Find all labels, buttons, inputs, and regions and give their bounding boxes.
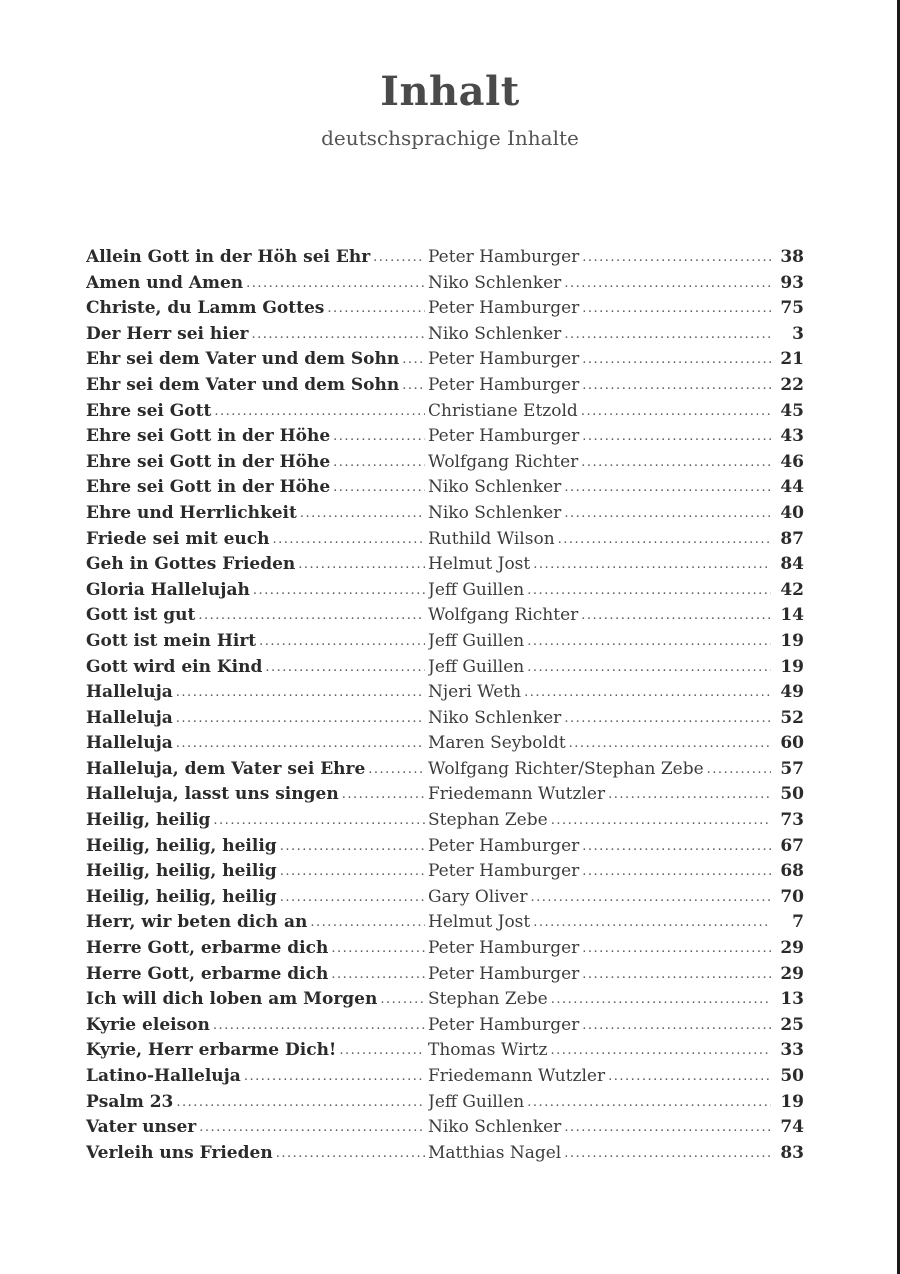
dot-leader <box>199 1115 425 1141</box>
entry-title: Ehre und Herrlichkeit <box>86 502 297 523</box>
toc-entry[interactable] <box>86 808 804 834</box>
toc-entry[interactable] <box>86 910 804 936</box>
toc-entry[interactable] <box>86 706 804 732</box>
dot-leader <box>581 450 771 476</box>
dot-leader <box>198 603 425 629</box>
toc-entry[interactable] <box>86 1038 804 1064</box>
entry-page-number: 83 <box>780 1142 804 1163</box>
entry-author: Stephan Zebe <box>428 989 548 1010</box>
entry-author: Niko Schlenker <box>428 502 562 523</box>
dot-leader <box>582 245 771 271</box>
dot-leader <box>265 655 425 681</box>
entry-author: Peter Hamburger <box>428 374 580 395</box>
entry-author: Helmut Jost <box>428 912 531 933</box>
entry-author: Wolfgang Richter/Stephan Zebe <box>428 758 704 779</box>
dot-leader <box>582 424 771 450</box>
toc-entry[interactable] <box>86 1141 804 1167</box>
entry-page-number: 29 <box>780 963 804 984</box>
dot-leader <box>582 296 771 322</box>
entry-page-number: 67 <box>780 835 804 856</box>
dot-leader <box>527 1090 771 1116</box>
dot-leader <box>582 834 771 860</box>
dot-leader <box>342 782 425 808</box>
dot-leader <box>176 706 425 732</box>
dot-leader <box>310 910 425 936</box>
entry-page-number: 13 <box>780 989 804 1010</box>
dot-leader <box>551 987 771 1013</box>
entry-title: Psalm 23 <box>86 1091 174 1112</box>
toc-entry[interactable] <box>86 245 804 271</box>
dot-leader <box>333 424 425 450</box>
dot-leader <box>581 399 771 425</box>
entry-page-number: 68 <box>780 861 804 882</box>
entry-author: Niko Schlenker <box>428 1117 562 1138</box>
dot-leader <box>582 859 771 885</box>
entry-author: Peter Hamburger <box>428 1014 580 1035</box>
entry-page-number: 46 <box>780 451 804 472</box>
dot-leader <box>527 655 771 681</box>
dot-leader <box>608 782 771 808</box>
dot-leader <box>214 399 425 425</box>
entry-title: Herr, wir beten dich an <box>86 912 308 933</box>
dot-leader <box>176 680 425 706</box>
dot-leader <box>276 1141 425 1167</box>
entry-author: Njeri Weth <box>428 682 522 703</box>
toc-entry[interactable] <box>86 782 804 808</box>
dot-leader <box>176 1090 425 1116</box>
entry-title: Halleluja, dem Vater sei Ehre <box>86 758 366 779</box>
entry-page-number: 22 <box>780 374 804 395</box>
entry-title: Ehre sei Gott in der Höhe <box>86 477 331 498</box>
entry-author: Peter Hamburger <box>428 298 580 319</box>
entry-title: Halleluja <box>86 682 173 703</box>
entry-title: Halleluja <box>86 707 173 728</box>
entry-page-number: 75 <box>780 298 804 319</box>
dot-leader <box>558 527 771 553</box>
entry-page-number: 93 <box>780 272 804 293</box>
dot-leader <box>533 910 771 936</box>
entry-page-number: 42 <box>780 579 804 600</box>
entry-title: Latino-Halleluja <box>86 1066 241 1086</box>
entry-author: Stephan Zebe <box>428 810 548 831</box>
dot-leader <box>564 1115 771 1141</box>
dot-leader <box>582 1013 771 1039</box>
entry-author: Peter Hamburger <box>428 861 580 882</box>
dot-leader <box>550 1038 771 1064</box>
entry-page-number: 50 <box>780 784 804 805</box>
dot-leader <box>608 1064 771 1090</box>
entry-title: Ehr sei dem Vater und dem Sohn <box>86 349 400 370</box>
entry-title: Herre Gott, erbarme dich <box>86 938 329 959</box>
page-subtitle: deutschsprachige Inhalte <box>321 126 579 150</box>
entry-title: Christe, du Lamm Gottes <box>86 298 325 319</box>
entry-title: Vater unser <box>86 1117 197 1138</box>
dot-leader <box>246 271 425 297</box>
entry-page-number: 73 <box>780 810 804 831</box>
dot-leader <box>564 706 771 732</box>
toc-entry[interactable] <box>86 936 804 962</box>
entry-page-number: 70 <box>780 886 804 907</box>
entry-page-number: 44 <box>780 477 804 498</box>
entry-title: Friede sei mit euch <box>86 528 270 549</box>
dot-leader <box>373 245 425 271</box>
entry-page-number: 29 <box>780 938 804 959</box>
entry-title: Ehre sei Gott <box>86 400 212 421</box>
entry-author: Jeff Guillen <box>428 656 525 677</box>
entry-author: Jeff Guillen <box>428 630 525 651</box>
entry-title: Gott ist mein Hirt <box>86 630 257 651</box>
entry-title: Gott wird ein Kind <box>86 656 263 677</box>
toc-entry[interactable] <box>86 859 804 885</box>
entry-page-number: 7 <box>792 912 804 933</box>
dot-leader <box>252 322 426 348</box>
entry-page-number: 60 <box>780 733 804 754</box>
entry-page-number: 74 <box>780 1117 804 1138</box>
entry-author: Wolfgang Richter <box>428 605 579 626</box>
dot-leader <box>530 885 771 911</box>
toc-entry[interactable] <box>86 399 804 425</box>
dot-leader <box>213 808 425 834</box>
dot-leader <box>380 987 425 1013</box>
dot-leader <box>333 475 425 501</box>
dot-leader <box>564 475 771 501</box>
entry-title: Amen und Amen <box>86 272 244 293</box>
dot-leader <box>402 347 425 373</box>
entry-title: Kyrie eleison <box>86 1014 210 1035</box>
dot-leader <box>564 322 771 348</box>
toc-entry[interactable] <box>86 475 804 501</box>
dot-leader <box>280 885 425 911</box>
entry-page-number: 25 <box>780 1014 804 1035</box>
entry-author: Niko Schlenker <box>428 477 562 498</box>
dot-leader <box>273 527 426 553</box>
entry-author: Peter Hamburger <box>428 349 580 370</box>
entry-title: Halleluja, lasst uns singen <box>86 784 339 805</box>
toc-entry[interactable] <box>86 552 804 578</box>
dot-leader <box>582 347 771 373</box>
entry-title: Geh in Gottes Frieden <box>86 554 296 575</box>
entry-page-number: 45 <box>780 400 804 421</box>
dot-leader <box>581 603 771 629</box>
dot-leader <box>582 373 771 399</box>
entry-author: Jeff Guillen <box>428 1091 525 1112</box>
entry-page-number: 14 <box>780 605 804 626</box>
entry-author: Peter Hamburger <box>428 835 580 856</box>
entry-page-number: 50 <box>780 1066 804 1086</box>
toc-entry[interactable] <box>86 629 804 655</box>
entry-author: Peter Hamburger <box>428 247 580 267</box>
toc-entry[interactable] <box>86 1064 804 1090</box>
dot-leader <box>564 271 771 297</box>
toc-entry[interactable] <box>86 322 804 348</box>
entry-title: Heilig, heilig <box>86 810 211 831</box>
entry-title: Verleih uns Frieden <box>86 1142 273 1163</box>
entry-author: Peter Hamburger <box>428 938 580 959</box>
dot-leader <box>331 962 425 988</box>
toc-entry[interactable] <box>86 1013 804 1039</box>
entry-page-number: 19 <box>780 1091 804 1112</box>
entry-page-number: 49 <box>780 682 804 703</box>
dot-leader <box>368 757 425 783</box>
entry-page-number: 38 <box>780 247 804 267</box>
dot-leader <box>213 1013 425 1039</box>
toc-entry[interactable] <box>86 655 804 681</box>
entry-title: Ich will dich loben am Morgen <box>86 989 378 1010</box>
entry-author: Thomas Wirtz <box>428 1040 548 1061</box>
entry-page-number: 87 <box>780 528 804 549</box>
entry-title: Heilig, heilig, heilig <box>86 861 277 882</box>
entry-title: Ehr sei dem Vater und dem Sohn <box>86 374 400 395</box>
dot-leader <box>331 936 425 962</box>
entry-author: Matthias Nagel <box>428 1142 562 1163</box>
entry-title: Ehre sei Gott in der Höhe <box>86 426 331 447</box>
entry-author: Niko Schlenker <box>428 323 562 344</box>
dot-leader <box>327 296 425 322</box>
dot-leader <box>527 578 771 604</box>
dot-leader <box>253 578 425 604</box>
entry-author: Jeff Guillen <box>428 579 525 600</box>
dot-leader <box>259 629 425 655</box>
entry-title: Allein Gott in der Höh sei Ehr <box>86 247 371 267</box>
toc-entry[interactable] <box>86 373 804 399</box>
entry-author: Niko Schlenker <box>428 272 562 293</box>
toc-entry[interactable] <box>86 1090 804 1116</box>
entry-author: Friedemann Wutzler <box>428 784 606 805</box>
entry-page-number: 43 <box>780 426 804 447</box>
toc-entry[interactable] <box>86 347 804 373</box>
table-of-contents <box>86 245 804 1166</box>
dot-leader <box>527 629 771 655</box>
dot-leader <box>707 757 771 783</box>
toc-entry[interactable] <box>86 885 804 911</box>
entry-page-number: 57 <box>780 758 804 779</box>
entry-page-number: 52 <box>780 707 804 728</box>
toc-entry[interactable] <box>86 987 804 1013</box>
dot-leader <box>176 731 425 757</box>
dot-leader <box>564 1141 771 1167</box>
entry-title: Kyrie, Herr erbarme Dich! <box>86 1040 337 1061</box>
toc-entry[interactable] <box>86 731 804 757</box>
entry-page-number: 84 <box>780 554 804 575</box>
entry-author: Peter Hamburger <box>428 426 580 447</box>
dot-leader <box>339 1038 425 1064</box>
entry-page-number: 21 <box>780 349 804 370</box>
entry-author: Niko Schlenker <box>428 707 562 728</box>
entry-title: Der Herr sei hier <box>86 323 249 344</box>
entry-page-number: 40 <box>780 502 804 523</box>
entry-title: Herre Gott, erbarme dich <box>86 963 329 984</box>
toc-entry[interactable] <box>86 757 804 783</box>
dot-leader <box>280 859 425 885</box>
entry-title: Gloria Hallelujah <box>86 579 250 600</box>
entry-page-number: 3 <box>792 323 804 344</box>
page-title: Inhalt <box>380 68 520 115</box>
dot-leader <box>569 731 771 757</box>
entry-author: Peter Hamburger <box>428 963 580 984</box>
dot-leader <box>402 373 425 399</box>
entry-title: Heilig, heilig, heilig <box>86 886 277 907</box>
toc-entry[interactable] <box>86 578 804 604</box>
dot-leader <box>333 450 425 476</box>
toc-entry[interactable] <box>86 527 804 553</box>
dot-leader <box>564 501 771 527</box>
entry-author: Christiane Etzold <box>428 400 578 421</box>
toc-entry[interactable] <box>86 501 804 527</box>
entry-page-number: 33 <box>780 1040 804 1061</box>
toc-entry[interactable] <box>86 450 804 476</box>
dot-leader <box>280 834 425 860</box>
dot-leader <box>582 936 771 962</box>
dot-leader <box>300 501 425 527</box>
dot-leader <box>582 962 771 988</box>
entry-title: Heilig, heilig, heilig <box>86 835 277 856</box>
toc-entry[interactable] <box>86 603 804 629</box>
toc-entry[interactable] <box>86 680 804 706</box>
toc-entry[interactable] <box>86 424 804 450</box>
entry-page-number: 19 <box>780 656 804 677</box>
toc-entry[interactable] <box>86 271 804 297</box>
entry-author: Friedemann Wutzler <box>428 1066 606 1086</box>
dot-leader <box>524 680 771 706</box>
toc-entry[interactable] <box>86 962 804 988</box>
toc-entry[interactable] <box>86 296 804 322</box>
entry-author: Wolfgang Richter <box>428 451 579 472</box>
dot-leader <box>551 808 771 834</box>
entry-page-number: 19 <box>780 630 804 651</box>
toc-entry[interactable] <box>86 834 804 860</box>
entry-author: Gary Oliver <box>428 886 528 907</box>
dot-leader <box>533 552 771 578</box>
entry-title: Ehre sei Gott in der Höhe <box>86 451 331 472</box>
entry-title: Halleluja <box>86 733 173 754</box>
toc-entry[interactable] <box>86 1115 804 1141</box>
entry-title: Gott ist gut <box>86 605 196 626</box>
entry-author: Ruthild Wilson <box>428 528 555 549</box>
dot-leader <box>298 552 425 578</box>
entry-author: Helmut Jost <box>428 554 531 575</box>
dot-leader <box>244 1064 425 1090</box>
entry-author: Maren Seyboldt <box>428 733 566 754</box>
